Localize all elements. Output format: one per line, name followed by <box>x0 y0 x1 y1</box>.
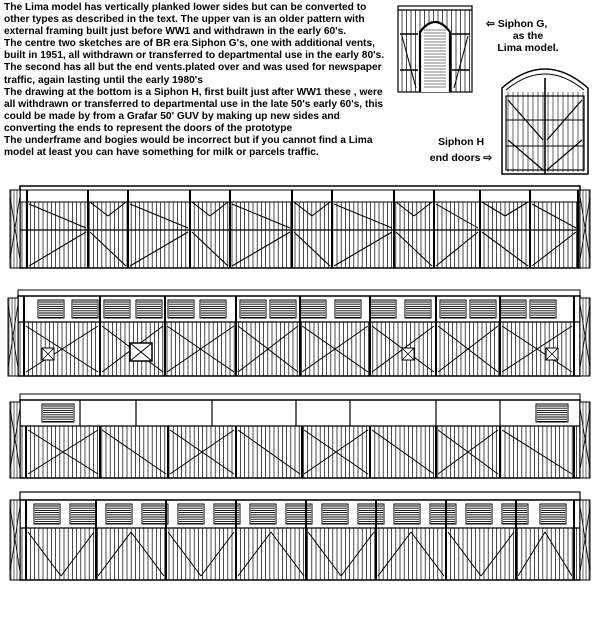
intro-paragraph-1: The Lima model has vertically planked lower sides but can be converted to other types as described in the text. The upper van is an older pattern with external framing built just before WW1 and withdrawn in the early 60's. <box>4 2 367 38</box>
intro-paragraph-2: The centre two sketches are of BR era Siphon G's, one with additional vents, built in 1951, all withdrawn or transferred to departmental use in the early 80's. The second has all but the end vents.plated over and was used for newspaper traffic, again lasting until the early 1980's <box>4 38 385 86</box>
siphon-g-end-view <box>398 6 472 92</box>
siphon-g-label-line2: as the <box>512 30 544 42</box>
siphon-g-label-line3: Lima model. <box>497 42 559 54</box>
siphon-g-label-line1: ⇦ Siphon G, <box>486 18 548 30</box>
siphon-h-side-view <box>10 492 590 580</box>
intro-paragraph-3: The drawing at the bottom is a Siphon H, first built just after WW1 these , were all withdrawn or transferred to departmental use in the late 50's early 60's, this could be made by from a Grafar 50' GUV by making up new sides and converting the ends to represent the doors of the prototype <box>4 86 384 134</box>
intro-paragraph-4: The underframe and bogies would be incorrect but if you cannot find a Lima model at least you can have something for milk or parcels traffic. <box>4 135 373 159</box>
siphon-h-end-view <box>502 69 588 174</box>
upper-van-side-view <box>10 186 590 268</box>
siphon-g-vented-side-view <box>8 290 590 376</box>
siphon-g-plated-side-view <box>10 394 590 478</box>
siphon-h-label-line1: Siphon H <box>437 136 485 148</box>
siphon-h-label-line2: end doors ⇨ <box>429 152 493 164</box>
